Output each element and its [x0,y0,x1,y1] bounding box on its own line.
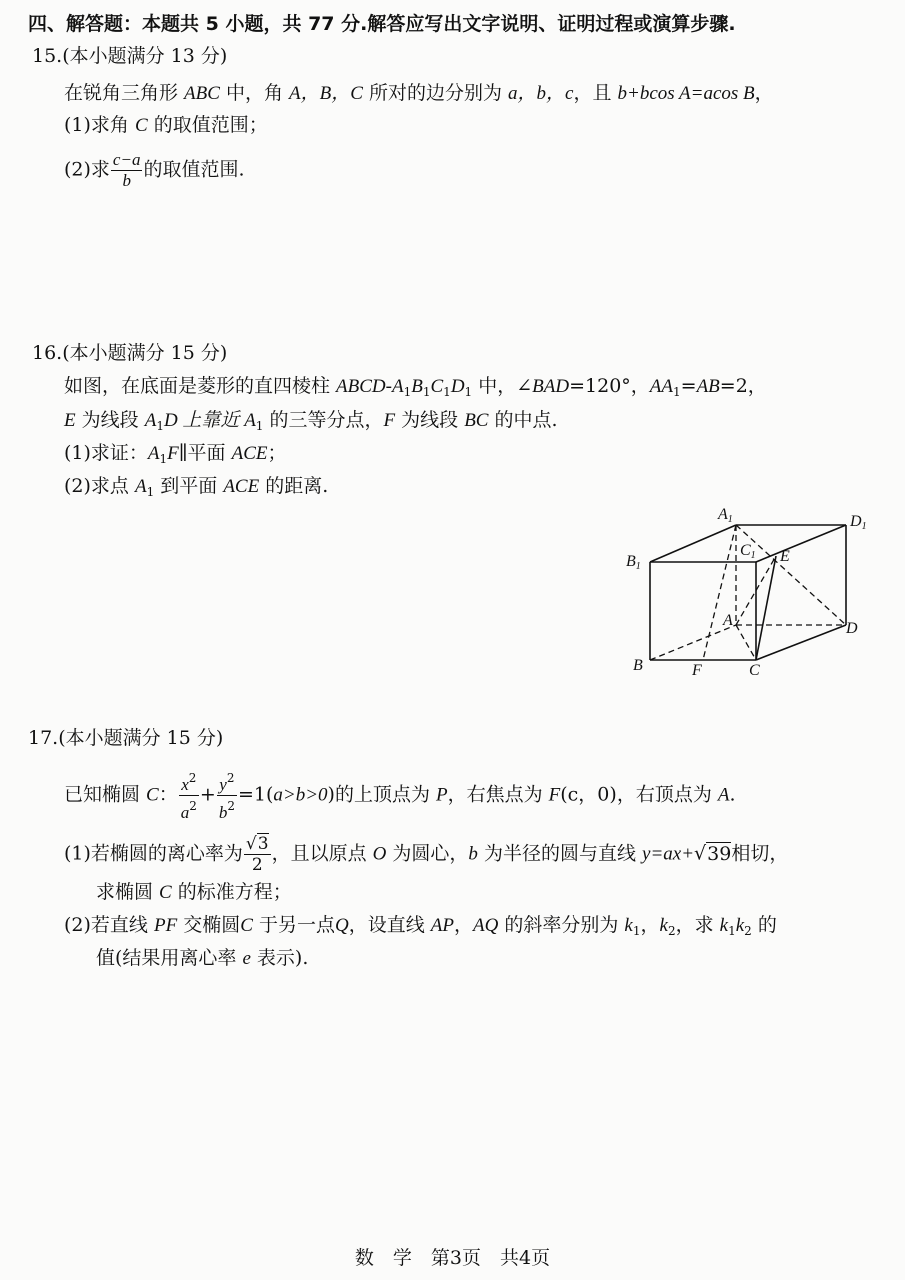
q15-intro: 在锐角三角形 ABC 中，角 A，B，C 所对的边分别为 a，b，c，且 b+bcos A=acos B， [64,82,774,104]
q15-heading [32,44,227,68]
q15-score: (本小题满分 13 分) [62,45,228,67]
q16-heading [32,341,227,365]
label-d: D [846,620,858,637]
label-c1: C1 [740,542,756,561]
label-e: E [780,548,790,565]
prism-figure [620,500,880,685]
label-b1: B1 [626,553,641,572]
q15-fraction: $\frac{c-a}{b}$ [112,150,141,190]
q17-line1: 已知椭圆 C： $\frac{x^2}{a^2}$ + $\frac{y^2}{b^2}$ =1(a>b>0)的上顶点为 P，右焦点为 F(c，0)，右顶点为 A. [64,768,736,823]
q17-heading [28,726,223,750]
q17-number: 17. [28,727,59,749]
q17-eccentricity-frac: $\frac{√3}{2}$ [245,834,269,875]
q16-number: 16. [32,342,63,364]
q17-frac-x: $\frac{x^2}{a^2}$ [179,768,199,823]
label-b: B [633,657,643,674]
q16-score: (本小题满分 15 分) [62,342,228,364]
label-f: F [692,662,702,679]
q16-line2: E 为线段 $A_1D$ 上靠近 $A_1$ 的三等分点，F 为线段 BC 的中点. [64,409,558,433]
page-footer: 数 学 第3页 共4页 [354,1247,551,1269]
section-header: 四、解答题：本题共 5 小题，共 77 分.解答应写出文字说明、证明过程或演算步骤. [28,13,736,35]
q17-part1: (1)若椭圆的离心率为 $\frac{√3}{2}$ ，且以原点 O 为圆心，b 为半径的圆与直线 y=ax+√39相切， [64,834,789,875]
q16-line1: 如图，在底面是菱形的直四棱柱 ABCD-$A_1B_1C_1D_1$ 中，∠BAD=120°，$AA_1=AB=2$， [64,375,767,399]
q16-part1: (1)求证：$A_1F\parallel$平面 ACE； [64,442,287,466]
label-c: C [749,662,760,679]
label-a: A [723,612,733,629]
label-a1: A1 [718,506,733,525]
label-d1: D1 [850,513,867,532]
q17-part2: (2)若直线 PF 交椭圆C 于另一点Q，设直线 AP，AQ 的斜率分别为 $k_1$，$k_2$，求 $k_1k_2$ 的 [64,914,777,938]
q15-part1: (1)求角 C 的取值范围； [64,114,268,136]
q15-number: 15. [32,45,63,67]
q17-frac-y: $\frac{y^2}{b^2}$ [217,768,237,823]
q15-part2: (2)求 $\frac{c-a}{b}$ 的取值范围. [64,150,245,190]
q16-part2: (2)求点 $A_1$ 到平面 ACE 的距离. [64,475,329,499]
q17-part1-line2: 求椭圆 C 的标准方程； [96,881,292,903]
q17-part2-line2: 值(结果用离心率 e 表示). [96,947,309,969]
q17-score: (本小题满分 15 分) [58,727,224,749]
